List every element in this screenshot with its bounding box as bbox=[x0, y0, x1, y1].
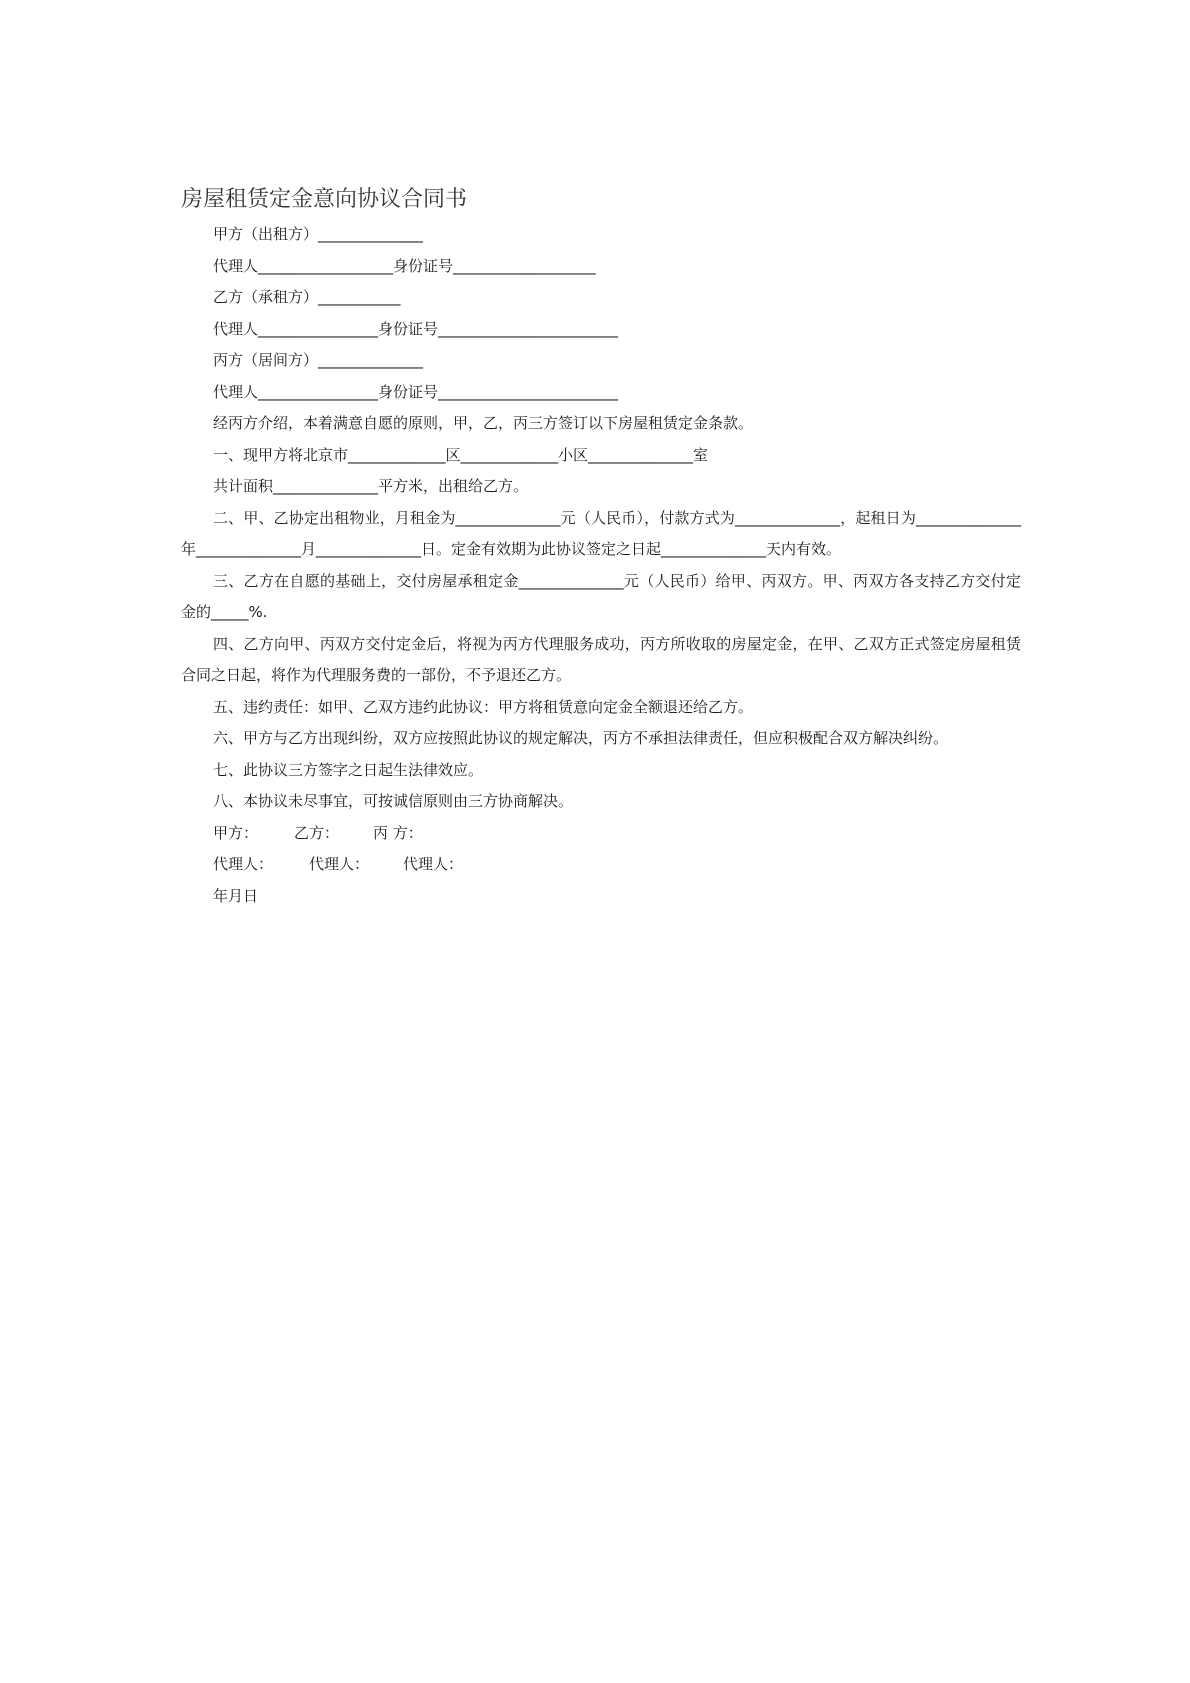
clause-6: 六、甲方与乙方出现纠纷，双方应按照此协议的规定解决，丙方不承担法律责任，但应积极配合双方解决纠纷。 bbox=[213, 729, 949, 747]
document-title: 房屋租赁定金意向协议合同书 bbox=[181, 187, 468, 212]
clause-2: 二、甲、乙协定出租物业，月租金为______________元（人民币），付款方式为______________，起租日为______________年______________月______________日。定金有效期为此协议签定之日起______________天内有效。 bbox=[181, 508, 1021, 558]
signature-date: 年月日 bbox=[213, 886, 259, 905]
signature-agent-a: 代理人： bbox=[213, 855, 274, 873]
signature-agents-row bbox=[181, 849, 1021, 881]
signature-party-b: 乙方： bbox=[294, 823, 340, 842]
party-a-line: 甲方（出租方）______________ bbox=[213, 225, 424, 243]
party-b-agent-line: 代理人________________身份证号________________________ bbox=[213, 319, 619, 338]
signature-parties-row bbox=[181, 818, 1021, 850]
signature-agent-b: 代理人： bbox=[309, 855, 370, 873]
signature-party-c: 丙 方： bbox=[373, 823, 423, 842]
clause-5: 五、违约责任：如甲、乙双方违约此协议：甲方将租赁意向定金全额退还给乙方。 bbox=[213, 697, 754, 716]
clause-4: 四、乙方向甲、丙双方交付定金后，将视为丙方代理服务成功，丙方所收取的房屋定金，在甲、乙双方正式签定房屋租赁合同之日起，将作为代理服务费的一部份，不予退还乙方。 bbox=[181, 634, 1021, 684]
party-b-line: 乙方（承租方）___________ bbox=[213, 288, 401, 306]
document-page bbox=[181, 185, 1021, 912]
clause-8: 八、本协议未尽事宜，可按诚信原则由三方协商解决。 bbox=[213, 792, 574, 810]
clause-7: 七、此协议三方签字之日起生法律效应。 bbox=[213, 760, 484, 779]
party-c-line: 丙方（居间方）______________ bbox=[213, 351, 424, 369]
signature-party-a: 甲方： bbox=[213, 823, 259, 842]
signature-agent-c: 代理人： bbox=[403, 855, 464, 873]
intro-paragraph: 经丙方介绍，本着满意自愿的原则，甲，乙，丙三方签订以下房屋租赁定金条款。 bbox=[213, 414, 754, 432]
clause-3: 三、乙方在自愿的基础上，交付房屋承租定金______________元（人民币）给甲、丙双方。甲、丙双方各支持乙方交付定金的_____%. bbox=[181, 571, 1021, 621]
clause-1-line-1: 一、现甲方将北京市_____________区_____________小区______________室 bbox=[213, 445, 709, 464]
party-a-agent-line: 代理人__________________身份证号___________________ bbox=[213, 256, 596, 275]
party-c-agent-line: 代理人________________身份证号________________________ bbox=[213, 382, 619, 401]
clause-1-line-2: 共计面积______________平方米，出租给乙方。 bbox=[213, 477, 529, 495]
